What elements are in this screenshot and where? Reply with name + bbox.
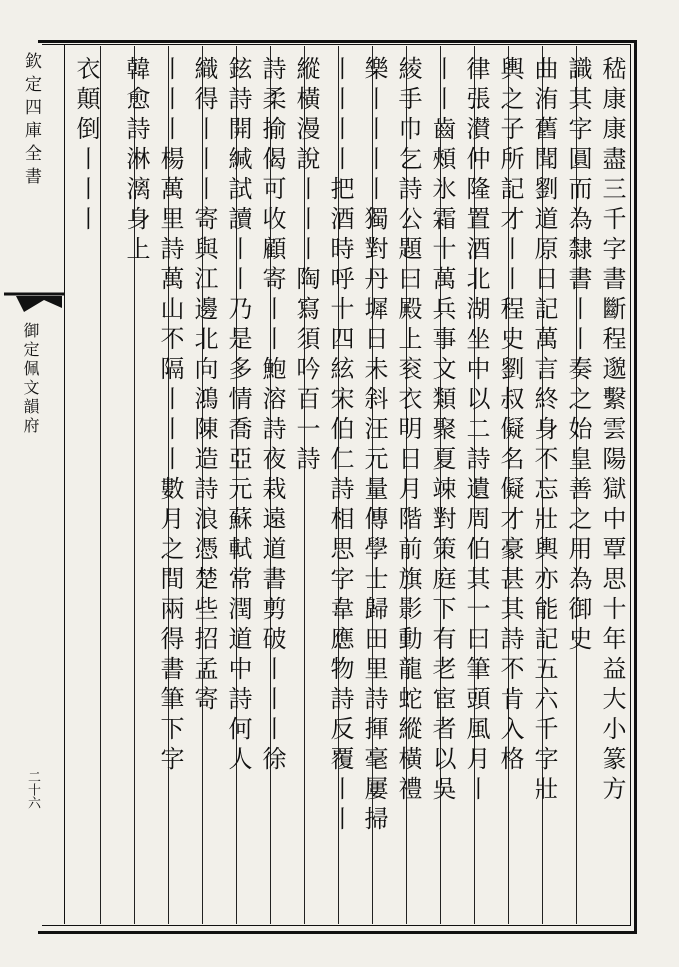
text-column: 鉉詩開緘試讀丨丨乃是多情喬亞元蘇軾常潤道中詩何人 [224, 56, 252, 776]
text-column: 詩柔揄偈可收顧寄丨丨鮑溶詩夜栽遠道書剪破丨丨丨徐 [258, 56, 286, 776]
book-subtitle: 御定佩文韻府 [21, 322, 40, 436]
margin-divider [64, 44, 65, 924]
text-column: 嵇康康盡三千字書斷程邈繫雲陽獄中覃思十年益大小篆方 [598, 56, 626, 806]
text-column: 衣顛倒丨丨丨 [72, 56, 100, 236]
fishtail-mark-icon [4, 292, 64, 316]
text-column: 韓愈詩淋漓身上 [122, 56, 150, 266]
text-column: 丨丨齒頰氷霜十萬兵事文類聚夏竦對策庭下有老宦者以吳 [428, 56, 456, 806]
text-column: 樂丨丨丨丨獨對丹墀日未斜汪元量傳學士歸田里詩揮毫屢掃 [360, 56, 388, 836]
text-column: 律張濽仲隆置酒北湖坐中以二詩遺周伯其一曰筆頭風月丨 [462, 56, 490, 806]
text-column: 縱橫漫說丨丨丨陶寫須吟百一詩 [292, 56, 320, 476]
text-column: 曲洧舊聞劉道原日記萬言終身不忘壯輿亦能記五六千字壯 [530, 56, 558, 806]
text-column: 識其字圓而為隸書丨丨奏之始皇善之用為御史 [564, 56, 592, 656]
text-column: 輿之子所記才丨丨程史劉叔儗名儗才豪甚其詩不肯入格 [496, 56, 524, 776]
text-column: 織得丨丨丨寄與江邊北向鴻陳造詩浪憑楚些招孟寄 [190, 56, 218, 716]
text-column: 丨丨丨楊萬里詩萬山不隔丨丨丨數月之間兩得書筆下字 [156, 56, 184, 776]
text-column: 丨丨丨丨把酒時呼十四絃宋伯仁詩相思字韋應物詩反覆丨丨 [326, 56, 354, 836]
page-number: 二十六 [25, 770, 40, 809]
text-column: 綾手巾乞詩公題曰殿上衮衣明日月階前旗影動龍蛇縱橫禮 [394, 56, 422, 806]
book-title: 欽定四庫全書 [21, 52, 41, 190]
column-rule [100, 46, 101, 924]
